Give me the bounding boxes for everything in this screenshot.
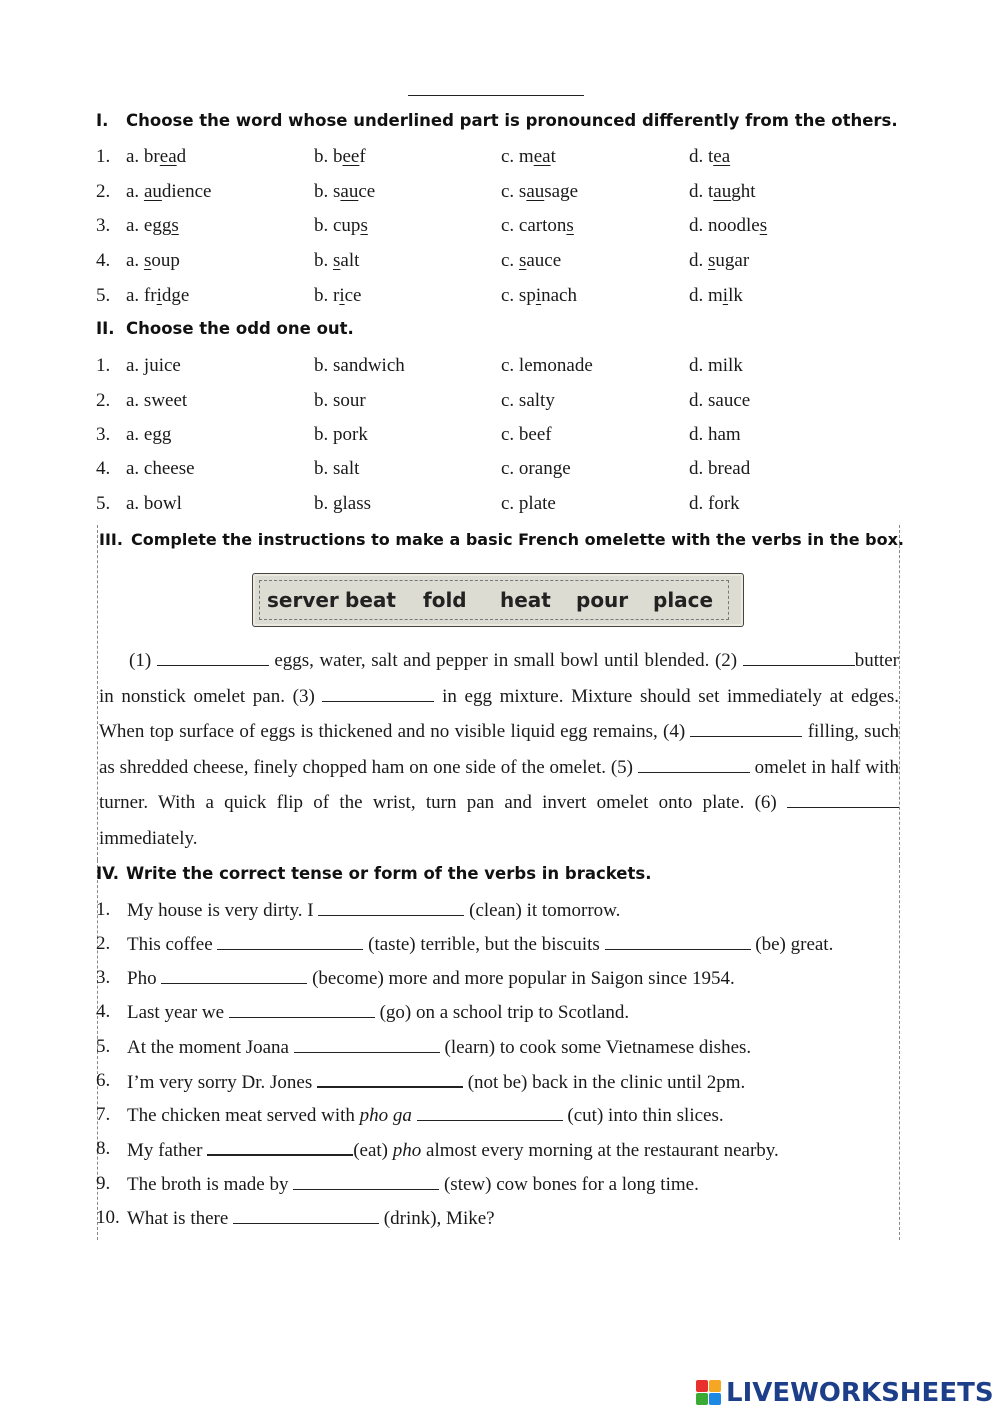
- underlined-part: s: [333, 250, 341, 271]
- answer-option[interactable]: b. rice: [314, 285, 362, 306]
- underlined-part: s: [566, 215, 574, 236]
- answer-option[interactable]: d. taught: [689, 181, 756, 202]
- answer-option[interactable]: b. glass: [314, 493, 371, 514]
- answer-option[interactable]: b. salt: [314, 458, 360, 479]
- liveworksheets-logo-icon: [696, 1380, 722, 1406]
- underlined-part: ee: [342, 146, 360, 167]
- answer-option[interactable]: a. juice: [126, 355, 181, 376]
- logo-square: [709, 1380, 721, 1392]
- underlined-part: ea: [533, 146, 551, 167]
- title-rule: [408, 95, 584, 96]
- answer-option[interactable]: b. beef: [314, 146, 366, 167]
- verb-word: beat: [345, 588, 396, 612]
- item-number: 4.: [96, 458, 111, 479]
- answer-option[interactable]: a. audience: [126, 181, 212, 202]
- verb-blank[interactable]: [233, 1207, 379, 1224]
- answer-blank-2[interactable]: [743, 649, 855, 666]
- underlined-part: au: [143, 181, 162, 202]
- answer-option[interactable]: c. salty: [501, 390, 555, 411]
- verb-blank[interactable]: [318, 899, 464, 916]
- answer-option[interactable]: a. eggs: [126, 215, 179, 236]
- answer-option[interactable]: a. bowl: [126, 493, 182, 514]
- answer-option[interactable]: c. meat: [501, 146, 556, 167]
- underlined-part: s: [759, 215, 768, 236]
- verb-word: fold: [423, 588, 467, 612]
- underlined-part: s: [360, 215, 368, 236]
- answer-option[interactable]: c. spinach: [501, 285, 577, 306]
- underlined-part: au: [340, 181, 359, 202]
- section-3-heading: III. Complete the instructions to make a basic French omelette with the verbs in the box.: [99, 530, 904, 549]
- verb-blank[interactable]: [605, 933, 751, 950]
- answer-option[interactable]: d. tea: [689, 146, 731, 167]
- answer-option[interactable]: b. salt: [314, 250, 360, 271]
- answer-option[interactable]: a. fridge: [126, 285, 190, 306]
- underlined-part: s: [171, 215, 179, 236]
- answer-blank-6[interactable]: [787, 791, 899, 808]
- verb-blank[interactable]: [161, 967, 307, 984]
- answer-option[interactable]: b. cups: [314, 215, 368, 236]
- answer-option[interactable]: a. cheese: [126, 458, 195, 479]
- underlined-part: i: [535, 285, 542, 306]
- underlined-part: s: [518, 250, 527, 271]
- answer-option[interactable]: c. orange: [501, 458, 571, 479]
- answer-option[interactable]: c. cartons: [501, 215, 574, 236]
- answer-option[interactable]: a. sweet: [126, 390, 188, 411]
- answer-option[interactable]: b. pork: [314, 424, 368, 445]
- underlined-part: i: [156, 285, 162, 306]
- answer-blank-1[interactable]: [157, 649, 269, 666]
- verb-blank[interactable]: [207, 1138, 353, 1156]
- answer-option[interactable]: d. fork: [689, 493, 740, 514]
- answer-option[interactable]: c. sauce: [501, 250, 562, 271]
- item-number: 5.: [96, 493, 111, 514]
- item-number: 1.: [96, 146, 111, 167]
- verb-word: heat: [500, 588, 551, 612]
- answer-option[interactable]: b. sauce: [314, 181, 376, 202]
- underlined-part: ea: [159, 146, 177, 167]
- answer-option[interactable]: d. sauce: [689, 390, 751, 411]
- liveworksheets-logo: [696, 1378, 994, 1408]
- answer-option[interactable]: a. bread: [126, 146, 187, 167]
- underlined-part: i: [722, 285, 729, 306]
- verb-word: pour: [576, 588, 629, 612]
- underlined-part: au: [713, 181, 732, 202]
- answer-option[interactable]: d. milk: [689, 355, 743, 376]
- answer-option[interactable]: a. egg: [126, 424, 172, 445]
- verb-blank[interactable]: [417, 1104, 563, 1121]
- item-number: 5.: [96, 285, 111, 306]
- answer-option[interactable]: c. plate: [501, 493, 556, 514]
- answer-option[interactable]: b. sour: [314, 390, 366, 411]
- answer-option[interactable]: a. soup: [126, 250, 180, 271]
- logo-square: [696, 1380, 708, 1392]
- verb-blank[interactable]: [294, 1036, 440, 1053]
- section-3-right-border: [899, 525, 900, 860]
- section-4-heading: IV. Write the correct tense or form of the verbs in brackets.: [96, 864, 652, 883]
- verb-blank[interactable]: [217, 933, 363, 950]
- verb-word: place: [653, 588, 714, 612]
- answer-option[interactable]: d. noodles: [689, 215, 768, 236]
- verb-word: server: [267, 588, 339, 612]
- answer-option[interactable]: c. sausage: [501, 181, 579, 202]
- answer-blank-3[interactable]: [322, 685, 434, 702]
- verb-blank[interactable]: [229, 1001, 375, 1018]
- logo-square: [696, 1393, 708, 1405]
- item-number: 2.: [96, 181, 111, 202]
- item-number: 3.: [96, 424, 111, 445]
- answer-blank-5[interactable]: [638, 756, 750, 773]
- item-number: 1.: [96, 355, 111, 376]
- answer-option[interactable]: d. sugar: [689, 250, 750, 271]
- underlined-part: i: [339, 285, 345, 306]
- underlined-part: ea: [713, 146, 731, 167]
- section-1-heading: I. Choose the word whose underlined part is pronounced differently from the others.: [96, 111, 898, 130]
- section-3-left-border: [97, 525, 98, 860]
- section-4-right-border: [899, 860, 900, 1240]
- verb-blank[interactable]: [293, 1173, 439, 1190]
- answer-option[interactable]: c. lemonade: [501, 355, 593, 376]
- answer-option[interactable]: d. bread: [689, 458, 751, 479]
- answer-option[interactable]: d. ham: [689, 424, 741, 445]
- underlined-part: au: [526, 181, 545, 202]
- verb-blank[interactable]: [317, 1070, 463, 1088]
- verb-box: [252, 573, 744, 627]
- logo-square: [709, 1393, 721, 1405]
- underlined-part: s: [143, 250, 152, 271]
- answer-option[interactable]: c. beef: [501, 424, 552, 445]
- answer-option[interactable]: b. sandwich: [314, 355, 405, 376]
- underlined-part: s: [708, 250, 716, 271]
- answer-blank-4[interactable]: [690, 720, 802, 737]
- omelette-instructions: (1) eggs, water, salt and pepper in small bowl until blended. (2) butter in nonstick omelet pan. (3) in egg mixture. Mixture should set immediately at edges. When top surface of eggs is thickened and no visible liquid egg remains, (4) filling, such as shredded cheese, finely chopped ham on one side of the omelet. (5) omelet in half with turner. With a quick flip of the wrist, turn pan and invert omelet onto plate. (6) immediately.: [99, 650, 900, 849]
- item-number: 4.: [96, 250, 111, 271]
- item-number: 2.: [96, 390, 111, 411]
- item-number: 3.: [96, 215, 111, 236]
- section-2-heading: II. Choose the odd one out.: [96, 319, 354, 338]
- brand-name: LIVEWORKSHEETS: [726, 1378, 994, 1408]
- answer-option[interactable]: d. milk: [689, 285, 743, 306]
